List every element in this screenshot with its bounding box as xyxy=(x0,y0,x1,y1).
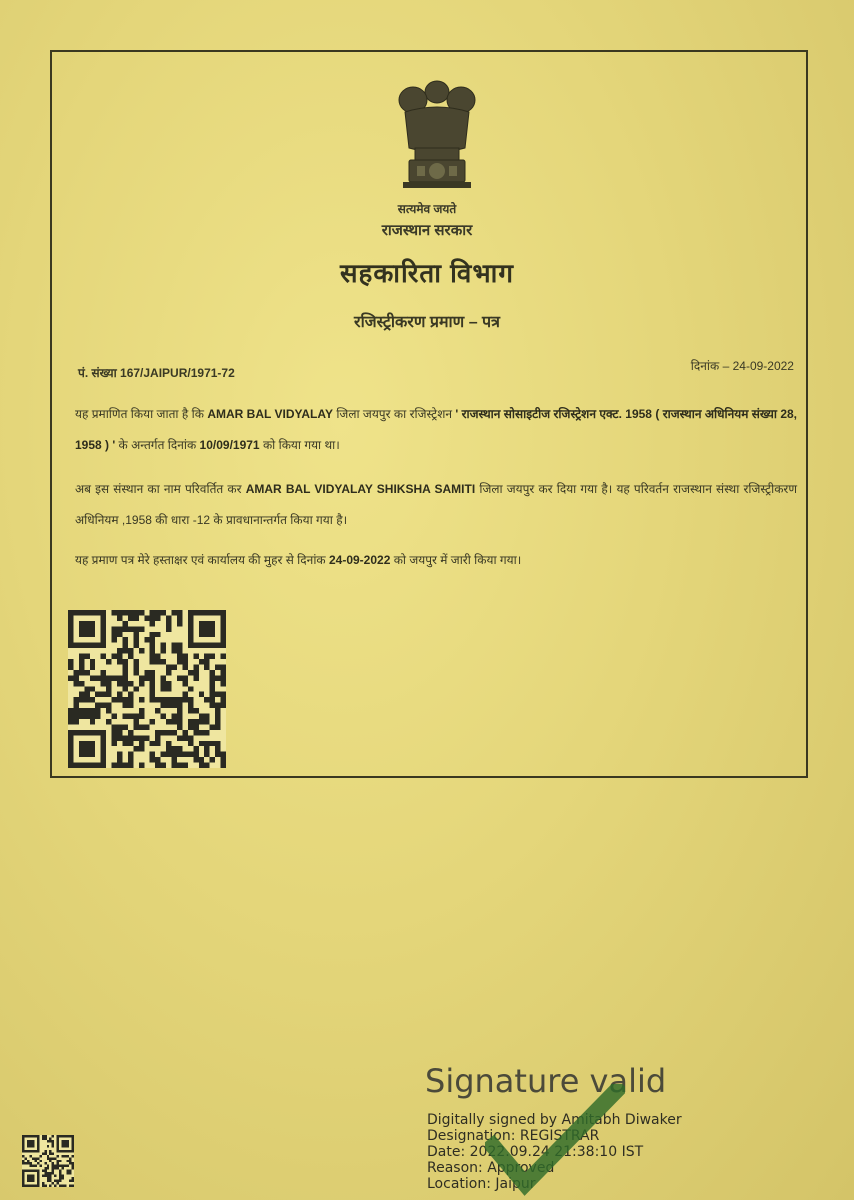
p1-suffix: को किया गया था। xyxy=(259,438,340,452)
certificate-title: रजिस्ट्रीकरण प्रमाण – पत्र xyxy=(354,314,500,331)
small-qr-code-icon xyxy=(22,1135,74,1187)
signature-location: Location: Jaipur xyxy=(427,1176,536,1192)
issue-date: दिनांक – 24-09-2022 xyxy=(690,359,794,373)
p2-suffix: जिला जयपुर कर दिया गया है। यह परिवर्तन राजस्थान संस्था रजिस्ट्रीकरण अधिनियम ,1958 की धारा -12 के प्रावधानान्तर्गत किया गया है। xyxy=(75,482,797,527)
national-emblem-icon xyxy=(391,78,483,196)
signature-status: Signature valid xyxy=(425,1062,667,1100)
qr-code-icon xyxy=(65,610,229,768)
p1-mid2: के अन्तर्गत दिनांक xyxy=(115,438,200,452)
p3-date: 24-09-2022 xyxy=(328,553,391,567)
signature-designation: Designation: REGISTRAR xyxy=(427,1128,600,1144)
signature-signed-by: Digitally signed by Amitabh Diwaker xyxy=(427,1112,682,1128)
p1-mid: जिला जयपुर का रजिस्ट्रेशन xyxy=(332,407,456,421)
checkmark-icon xyxy=(485,1084,625,1200)
department-title: सहकारिता विभाग xyxy=(339,258,515,288)
p2-prefix: अब इस संस्थान का नाम परिवर्तित कर xyxy=(75,482,246,496)
p1-act: ' राजस्थान सोसाइटीज रजिस्ट्रेशन एक्ट. 1958 ( राजस्थान अधिनियम संख्या 28, 1958 ) ' xyxy=(75,407,798,452)
registration-number: पं. संख्या 167/JAIPUR/1971-72 xyxy=(78,366,235,380)
motto-text: सत्यमेव जयते xyxy=(397,202,457,216)
p2-new-name: AMAR BAL VIDYALAY SHIKSHA SAMITI xyxy=(245,482,476,496)
p1-prefix: यह प्रमाणित किया जाता है कि xyxy=(75,407,208,421)
p3-suffix: को जयपुर में जारी किया गया। xyxy=(390,553,522,567)
paragraph-name-change xyxy=(75,474,797,536)
digital-signature-block xyxy=(425,1062,765,1200)
p1-date: 10/09/1971 xyxy=(199,438,260,452)
p3-prefix: यह प्रमाण पत्र मेरे हस्ताक्षर एवं कार्यालय की मुहर से दिनांक xyxy=(75,553,329,567)
government-title: राजस्थान सरकार xyxy=(381,222,473,239)
signature-date: Date: 2022.09.24 21:38:10 IST xyxy=(427,1144,644,1160)
paragraph-registration xyxy=(75,399,797,461)
paragraph-issuance xyxy=(75,545,797,576)
signature-reason: Reason: Approved xyxy=(427,1160,555,1176)
p1-institution-name: AMAR BAL VIDYALAY xyxy=(207,407,333,421)
